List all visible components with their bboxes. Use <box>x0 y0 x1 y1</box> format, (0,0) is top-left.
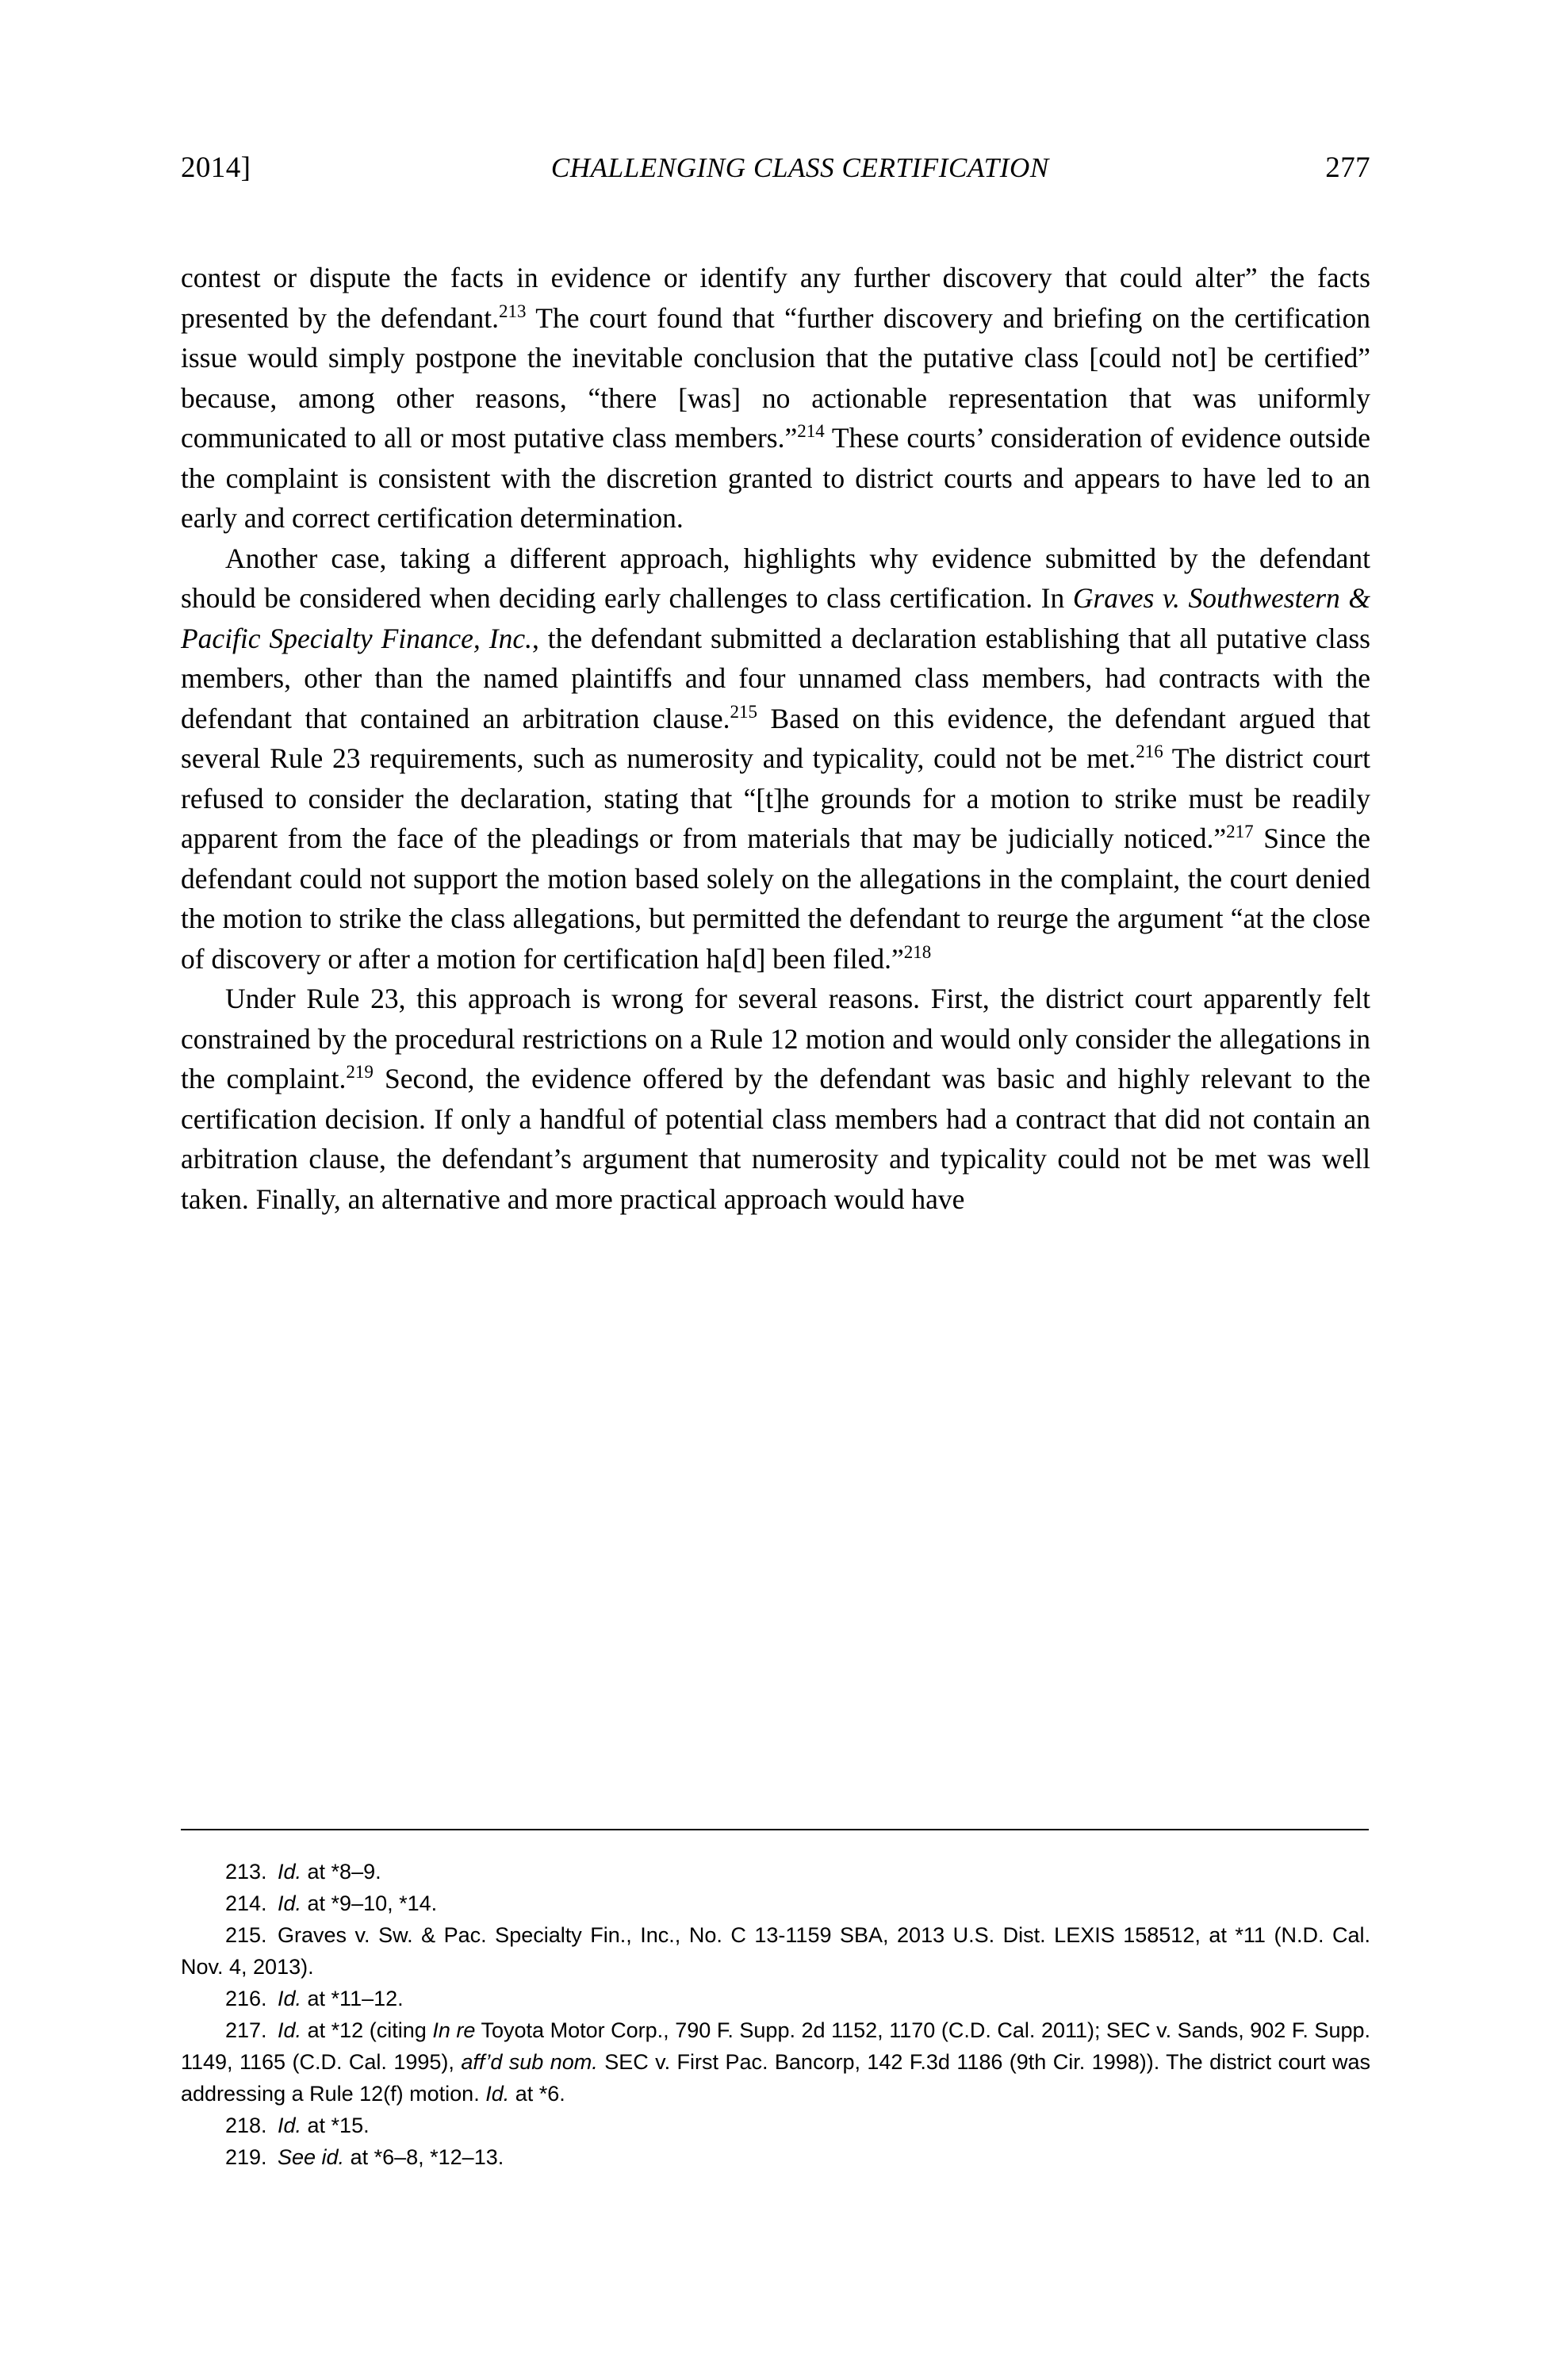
footnote-214 <box>181 1888 1370 1919</box>
case-name-graves: Graves v. Southwestern & Pacific Specialty Finance, Inc. <box>181 582 1370 654</box>
running-head-year: 2014] <box>181 151 251 184</box>
footnote-216 <box>181 1983 1370 2014</box>
footnote-text: at *9–10, *14. <box>301 1891 438 1915</box>
footnote-ref-218[interactable]: 218 <box>903 941 932 962</box>
footnote-text: at *8–9. <box>301 1860 381 1884</box>
footnote-separator <box>181 1829 1369 1830</box>
footnote-ref-215[interactable]: 215 <box>730 701 758 722</box>
footnote-215 <box>181 1919 1370 1983</box>
paragraph-2-part-2: , the defendant submitted a declaration establishing that all putative class members, other than the named plaintiffs and four unnamed class members, had contracts with the defendant that contained an arbitration clause. <box>181 622 1370 734</box>
footnotes-section <box>181 1856 1370 2173</box>
footnote-213 <box>181 1856 1370 1888</box>
footnote-number: 218. <box>225 2114 267 2137</box>
footnote-text: at *15. <box>301 2114 370 2137</box>
footnote-ref-214[interactable]: 214 <box>797 421 825 442</box>
footnote-italic-lead: Id. <box>278 2018 302 2042</box>
body-text <box>181 258 1370 1219</box>
paragraph-1-part-3: These courts’ consideration of evidence outside the complaint is consistent with the discretion granted to district courts and appears to have led to an early and correct certification determination. <box>181 422 1370 534</box>
footnote-217 <box>181 2014 1370 2110</box>
paragraph-3-part-1: Under Rule 23, this approach is wrong for several reasons. First, the district court apparently felt constrained by the procedural restrictions on a Rule 12 motion and would only consider the allegations in the complaint. <box>181 983 1370 1094</box>
paragraph-3 <box>181 979 1370 1219</box>
footnote-ref-216[interactable]: 216 <box>1136 742 1163 762</box>
footnote-italic-lead: Id. <box>278 1987 302 2010</box>
footnote-number: 217. <box>225 2018 267 2042</box>
footnote-text: at *6–8, *12–13. <box>344 2145 504 2169</box>
footnote-text: Graves v. Sw. & Pac. Specialty Fin., Inc., No. C 13-1159 SBA, 2013 U.S. Dist. LEXIS 158512, at *11 (N.D. Cal. Nov. 4, 2013). <box>181 1923 1370 1979</box>
paragraph-2-part-5: Since the defendant could not support the motion based solely on the allegations in the complaint, the court denied the motion to strike the class allegations, but permitted the defendant to reurge the argument “at the close of discovery or after a motion for certification ha[d] been filed.” <box>181 822 1370 975</box>
footnote-text: at *12 (citing <box>301 2018 433 2042</box>
page-number: 277 <box>1325 151 1370 184</box>
paragraph-1-part-1: contest or dispute the facts in evidence or identify any further discovery that could alter” the facts presented by the defendant. <box>181 262 1370 334</box>
footnote-italic-mid-2: aff’d sub nom. <box>461 2050 598 2074</box>
paragraph-2-part-4: The district court refused to consider the declaration, stating that “[t]he grounds for a motion to strike must be readily apparent from the face of the pleadings or from materials that may be judicially noticed.” <box>181 742 1370 854</box>
footnote-ref-219[interactable]: 219 <box>346 1062 374 1083</box>
footnote-italic-lead: Id. <box>278 1860 302 1884</box>
footnote-218 <box>181 2110 1370 2141</box>
page-content <box>181 151 1370 1219</box>
footnote-ref-213[interactable]: 213 <box>498 301 527 321</box>
running-head <box>181 151 1370 185</box>
paragraph-1-part-2: The court found that “further discovery and briefing on the certification issue would simply postpone the inevitable conclusion that the putative class [could not] be certified” because, among other reasons, “there [was] no actionable representation that was uniformly communicated to all or most putative class members.” <box>181 301 1370 454</box>
running-head-title: CHALLENGING CLASS CERTIFICATION <box>550 152 1049 183</box>
footnote-text-2: Toyota Motor Corp., 790 F. Supp. 2d 1152, 1170 (C.D. Cal. 2011); SEC v. Sands, 902 F. Supp. 1149, 1165 (C.D. Cal. 1995), <box>181 2018 1370 2074</box>
footnote-number: 214. <box>225 1891 267 1915</box>
footnote-number: 215. <box>225 1923 267 1947</box>
paragraph-3-part-2: Second, the evidence offered by the defendant was basic and highly relevant to the certification decision. If only a handful of potential class members had a contract that did not contain an arbitration clause, the defendant’s argument that numerosity and typicality could not be met was well taken. Finally, an alternative and more practical approach would have <box>181 1063 1370 1215</box>
paragraph-2-part-3: Based on this evidence, the defendant argued that several Rule 23 requirements, such as numerosity and typicality, could not be met. <box>181 702 1370 774</box>
paragraph-2 <box>181 538 1370 979</box>
footnote-italic-mid: In re <box>432 2018 476 2042</box>
footnote-italic-lead: Id. <box>278 2114 302 2137</box>
footnote-italic-lead: Id. <box>278 1891 302 1915</box>
footnote-219 <box>181 2141 1370 2173</box>
footnote-number: 219. <box>225 2145 267 2169</box>
paragraph-2-part-1: Another case, taking a different approach, highlights why evidence submitted by the defendant should be considered when deciding early challenges to class certification. In <box>181 542 1370 614</box>
footnote-number: 216. <box>225 1987 267 2010</box>
paragraph-1 <box>181 258 1370 538</box>
footnote-number: 213. <box>225 1860 267 1884</box>
footnote-text-3: SEC v. First Pac. Bancorp, 142 F.3d 1186 (9th Cir. 1998)). The district court was addressing a Rule 12(f) motion. <box>181 2050 1370 2106</box>
footnote-italic-mid-3: Id. <box>485 2082 510 2106</box>
footnote-text: at *11–12. <box>301 1987 404 2010</box>
footnote-text-4: at *6. <box>509 2082 565 2106</box>
footnote-italic-lead: See id. <box>278 2145 345 2169</box>
footnote-ref-217[interactable]: 217 <box>1226 822 1254 842</box>
